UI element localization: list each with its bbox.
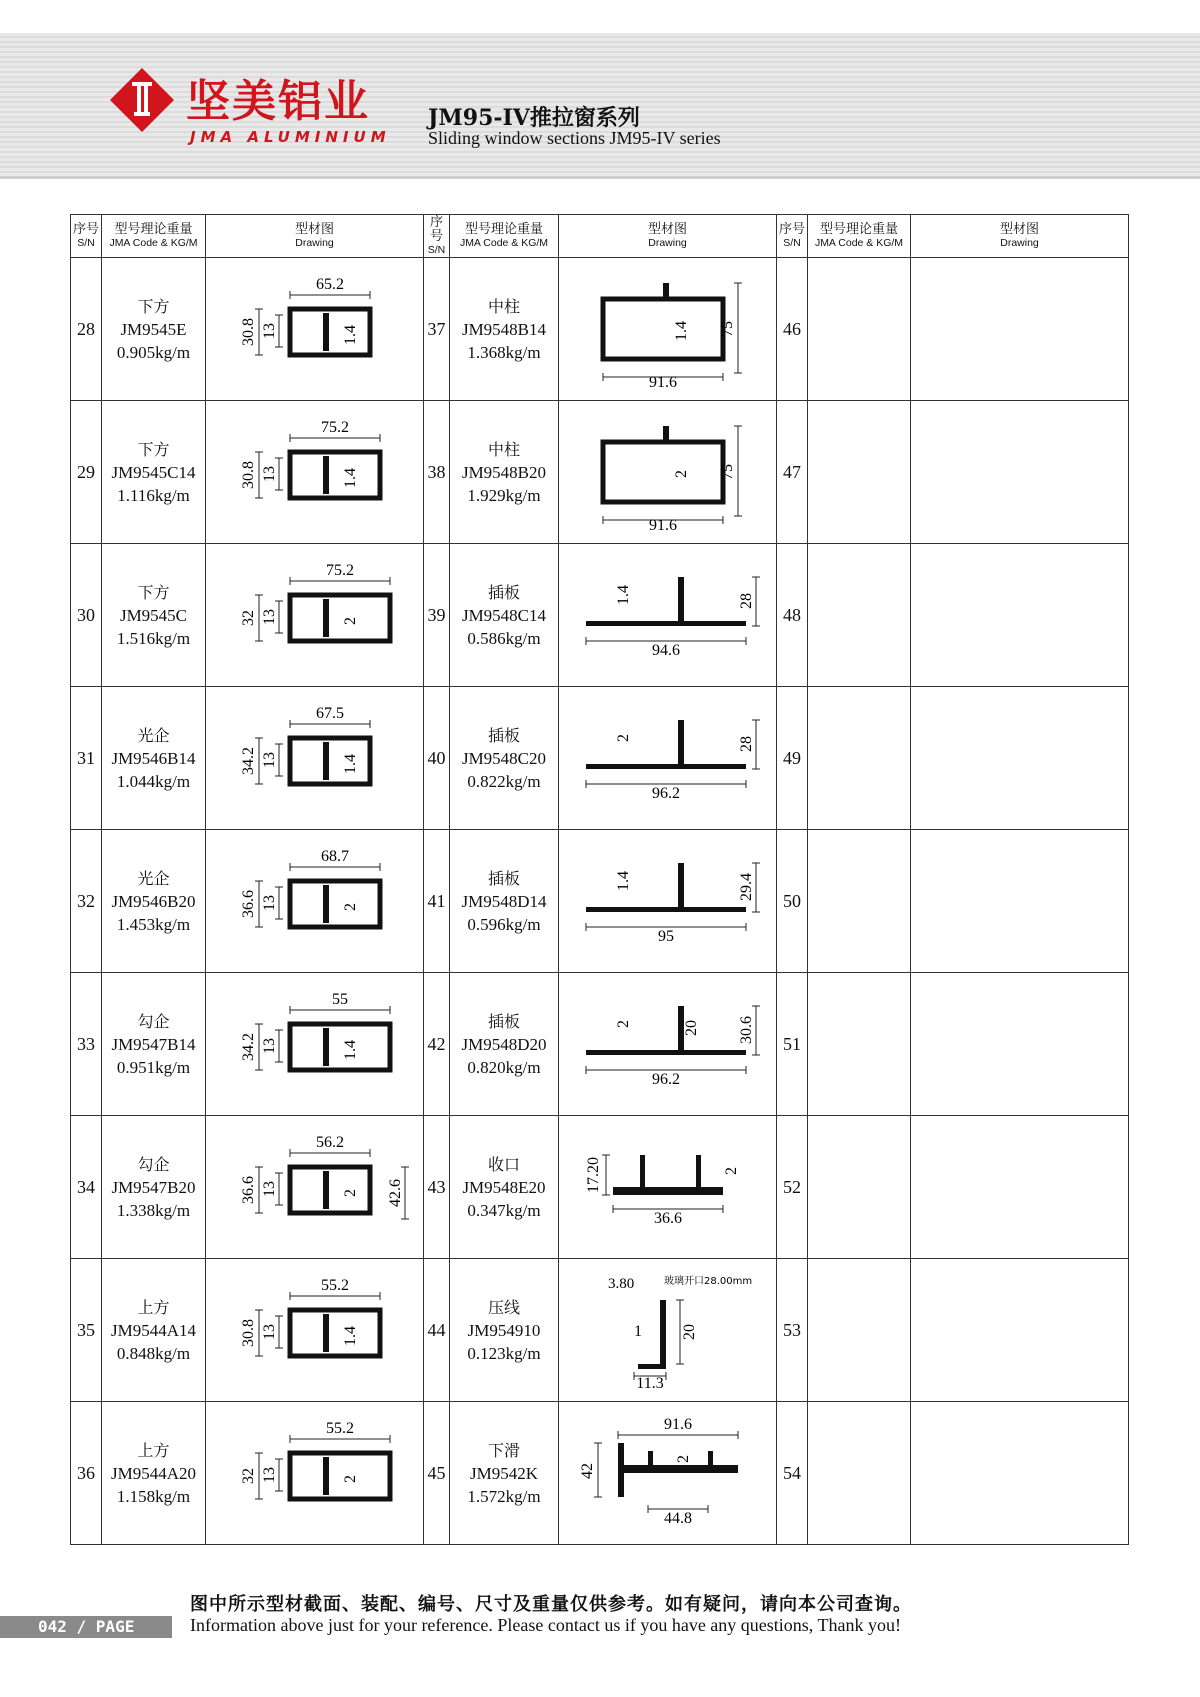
dim-inner: 13: [260, 1181, 278, 1197]
dim-thickness: 1.4: [341, 1326, 359, 1346]
profile-drawing: [215, 1127, 415, 1247]
profile-weight: 0.596kg/m: [467, 914, 541, 934]
profile-drawing: [568, 984, 768, 1104]
dim-thickness: 2: [672, 470, 690, 478]
profile-weight: 0.347kg/m: [467, 1200, 541, 1220]
profile-weight: 0.951kg/m: [116, 1057, 191, 1077]
profile-name: 中柱: [487, 439, 520, 459]
profile-weight: 1.572kg/m: [467, 1486, 541, 1506]
profile-info: [450, 258, 559, 401]
table-row: [71, 1259, 1129, 1402]
serial-number: 30: [71, 544, 102, 687]
profile-code: JM9547B14: [111, 1034, 196, 1054]
drawing-cell-empty: [911, 1259, 1129, 1402]
dim-thickness: 1.4: [614, 871, 632, 891]
dim-inner: 13: [260, 752, 278, 768]
dim-height: 32: [239, 610, 257, 626]
profile-info: [450, 1116, 559, 1259]
serial-number: 50: [777, 830, 808, 973]
dim-width: 67.5: [315, 705, 344, 722]
profile-code: JM9546B20: [111, 891, 196, 911]
profile-code: JM9544A20: [110, 1463, 196, 1483]
header-drawing: 型材图 Drawing: [206, 215, 424, 258]
profile-drawing: [568, 1413, 768, 1533]
dim-width: 68.7: [320, 848, 349, 865]
serial-number: 49: [777, 687, 808, 830]
drawing-cell: [206, 973, 424, 1116]
dim-thickness: 2: [341, 903, 359, 911]
series-title-en: Sliding window sections JM95-IV series: [428, 128, 721, 148]
profile-info: [450, 1402, 559, 1545]
profile-weight: 1.044kg/m: [116, 771, 191, 791]
profile-name: 压线: [487, 1297, 520, 1317]
profile-info: [102, 1402, 206, 1545]
drawing-cell: [559, 1259, 777, 1402]
profile-info: [450, 401, 559, 544]
serial-number: 37: [424, 258, 450, 401]
dim-inner: 13: [260, 323, 278, 339]
table-row: [71, 687, 1129, 830]
serial-number: 36: [71, 1402, 102, 1545]
dim-width: 91.6: [663, 1416, 692, 1433]
serial-number: 34: [71, 1116, 102, 1259]
dim-width: 55.2: [325, 1420, 354, 1437]
profile-weight: 1.516kg/m: [116, 628, 191, 648]
dim-width-2: 44.8: [663, 1510, 692, 1527]
serial-number: 46: [777, 258, 808, 401]
dim-width: 91.6: [648, 517, 677, 532]
profile-drawing: [215, 555, 415, 675]
serial-number: 54: [777, 1402, 808, 1545]
profile-weight: 0.586kg/m: [467, 628, 541, 648]
profile-drawing: [215, 1413, 415, 1533]
profile-info-empty: [808, 1116, 911, 1259]
profile-info-empty: [808, 973, 911, 1116]
drawing-cell-empty: [911, 258, 1129, 401]
dim-thickness: 1.4: [341, 754, 359, 774]
serial-number: 39: [424, 544, 450, 687]
table-row: [71, 1402, 1129, 1545]
profile-info: [450, 973, 559, 1116]
profile-code: JM9542K: [469, 1463, 538, 1483]
dim-height: 30.6: [737, 1016, 755, 1044]
dim-inner: 13: [260, 609, 278, 625]
profile-name: 下滑: [487, 1440, 520, 1460]
profile-code: JM9548C14: [461, 605, 547, 625]
dim-height: 20: [680, 1324, 698, 1340]
dim-height: 30.8: [239, 1319, 257, 1347]
dim-width: 94.6: [651, 642, 680, 659]
profile-name: 插板: [487, 868, 520, 888]
drawing-cell: [559, 544, 777, 687]
dim-width: 55.2: [320, 1277, 349, 1294]
profile-weight: 1.338kg/m: [116, 1200, 191, 1220]
dim-height: 17.20: [584, 1157, 602, 1193]
drawing-cell: [559, 973, 777, 1116]
dim-height: 28: [737, 593, 755, 609]
drawing-cell: [206, 687, 424, 830]
drawing-cell: [559, 687, 777, 830]
dim-inner: 13: [260, 1324, 278, 1340]
profile-info-empty: [808, 544, 911, 687]
profile-code: JM9546B14: [111, 748, 196, 768]
table-row: [71, 830, 1129, 973]
table-row: [71, 544, 1129, 687]
dim-inner: 13: [260, 466, 278, 482]
profile-drawing: [215, 841, 415, 961]
profile-weight: 1.929kg/m: [467, 485, 541, 505]
header-sn: 序号 S/N: [777, 215, 808, 258]
drawing-cell-empty: [911, 830, 1129, 973]
dim-thickness: 1.4: [672, 321, 690, 341]
profile-info-empty: [808, 401, 911, 544]
table-row: [71, 1116, 1129, 1259]
footer-note-en: Information above just for your reference. Please contact us if you have any questions, Thank you!: [190, 1615, 901, 1635]
header-drawing: 型材图 Drawing: [559, 215, 777, 258]
profile-weight: 0.848kg/m: [116, 1343, 191, 1363]
profile-info-empty: [808, 687, 911, 830]
profile-weight: 1.368kg/m: [467, 342, 541, 362]
profile-code: JM9548B14: [461, 319, 547, 339]
dim-thickness: 1.4: [341, 468, 359, 488]
drawing-cell: [559, 401, 777, 544]
dim-thickness: 2: [614, 734, 632, 742]
table-header-row: [71, 215, 1129, 258]
dim-inner: 13: [260, 1467, 278, 1483]
profile-weight: 1.158kg/m: [116, 1486, 191, 1506]
profile-weight: 0.820kg/m: [467, 1057, 541, 1077]
drawing-cell-empty: [911, 1402, 1129, 1545]
profile-name: 勾企: [137, 1011, 170, 1031]
dim-inner: 13: [260, 895, 278, 911]
drawing-cell-empty: [911, 544, 1129, 687]
profile-info: [102, 401, 206, 544]
dim-width: 95: [657, 928, 674, 945]
profile-drawing: [568, 555, 768, 675]
profile-table: [70, 214, 1129, 1545]
profile-name: 下方: [137, 439, 170, 459]
drawing-cell-empty: [911, 973, 1129, 1116]
profile-info-empty: [808, 1259, 911, 1402]
dim-thickness: 1.4: [341, 1040, 359, 1060]
profile-drawing: [568, 698, 768, 818]
serial-number: 43: [424, 1116, 450, 1259]
profile-code: JM9545E: [120, 319, 187, 339]
profile-code: JM9545C: [119, 605, 188, 625]
profile-name: 下方: [137, 582, 170, 602]
serial-number: 41: [424, 830, 450, 973]
dim-height: 42: [578, 1463, 596, 1479]
profile-info: [102, 258, 206, 401]
profile-drawing: [568, 412, 768, 532]
serial-number: 42: [424, 973, 450, 1116]
serial-number: 31: [71, 687, 102, 830]
dim-height: 34.2: [239, 747, 257, 775]
serial-number: 48: [777, 544, 808, 687]
brand-name-en: JMA ALUMINIUM: [190, 128, 391, 146]
drawing-cell: [206, 401, 424, 544]
drawing-cell-empty: [911, 1116, 1129, 1259]
dim-height: 30.8: [239, 461, 257, 489]
header-sn: 序号 S/N: [424, 215, 450, 258]
brand-name-cn: 坚美铝业: [186, 76, 370, 127]
dim-height: 32: [239, 1468, 257, 1484]
serial-number: 40: [424, 687, 450, 830]
header-code: 型号理论重量 JMA Code & KG/M: [102, 215, 206, 258]
profile-drawing: [215, 412, 415, 532]
dim-thickness: 2: [341, 1475, 359, 1483]
profile-weight: 1.116kg/m: [117, 485, 190, 505]
drawing-cell: [206, 1402, 424, 1545]
profile-code: JM9548B20: [461, 462, 547, 482]
glass-opening-note: 玻璃开口28.00mm: [663, 1276, 752, 1287]
dim-width: 75.2: [325, 562, 354, 579]
profile-name: 插板: [487, 725, 520, 745]
dim-thickness: 2: [722, 1167, 740, 1175]
dim-inner: 13: [260, 1038, 278, 1054]
dim-height: 34.2: [239, 1033, 257, 1061]
profile-info-empty: [808, 1402, 911, 1545]
profile-info: [450, 830, 559, 973]
profile-drawing: [215, 1270, 415, 1390]
profile-drawing: [568, 269, 768, 389]
dim-width: 75.2: [320, 419, 349, 436]
drawing-cell: [559, 1402, 777, 1545]
dim-height: 28: [737, 736, 755, 752]
profile-weight: 0.905kg/m: [116, 342, 191, 362]
profile-code: JM9545C14: [111, 462, 196, 482]
profile-drawing: [215, 269, 415, 389]
profile-drawing: [215, 984, 415, 1104]
profile-weight: 1.453kg/m: [116, 914, 191, 934]
drawing-cell: [206, 830, 424, 973]
profile-info: [102, 1259, 206, 1402]
drawing-cell: [559, 830, 777, 973]
header-drawing: 型材图 Drawing: [911, 215, 1129, 258]
profile-code: JM9548D14: [461, 891, 547, 911]
profile-name: 中柱: [487, 296, 520, 316]
dim-width: 11.3: [635, 1375, 664, 1390]
page-number: 042 / PAGE: [38, 1617, 135, 1636]
dim-height: 30.8: [239, 318, 257, 346]
dim-height: 29.4: [737, 873, 755, 901]
footer-note-cn: 图中所示型材截面、装配、编号、尺寸及重量仅供参考。如有疑问，请向本公司查询。: [190, 1594, 912, 1615]
serial-number: 47: [777, 401, 808, 544]
dim-width: 56.2: [315, 1134, 344, 1151]
profile-code: JM9547B20: [111, 1177, 196, 1197]
brand-logo-icon: [108, 66, 176, 134]
drawing-cell: [206, 258, 424, 401]
profile-info: [450, 1259, 559, 1402]
dim-thickness: 2: [674, 1455, 692, 1463]
dim-width: 96.2: [651, 1071, 680, 1088]
serial-number: 33: [71, 973, 102, 1116]
profile-info-empty: [808, 830, 911, 973]
drawing-cell-empty: [911, 401, 1129, 544]
dim-width: 36.6: [653, 1210, 682, 1227]
profile-code: JM9544A14: [110, 1320, 196, 1340]
profile-info: [450, 687, 559, 830]
table-row: [71, 401, 1129, 544]
dim-inner: 20: [682, 1020, 700, 1036]
dim-thickness: 1: [633, 1323, 642, 1340]
drawing-cell: [206, 1259, 424, 1402]
dim-thickness: 1.4: [341, 325, 359, 345]
drawing-cell: [559, 1116, 777, 1259]
drawing-cell: [206, 544, 424, 687]
profile-name: 收口: [487, 1154, 520, 1174]
serial-number: 28: [71, 258, 102, 401]
header-code: 型号理论重量 JMA Code & KG/M: [450, 215, 559, 258]
profile-drawing: [215, 698, 415, 818]
profile-info: [102, 973, 206, 1116]
profile-info: [102, 1116, 206, 1259]
header-band-edge: [0, 176, 1200, 179]
table-row: [71, 973, 1129, 1116]
dim-height: 75: [718, 321, 736, 337]
dim-width: 55: [331, 991, 348, 1008]
profile-code: JM9548E20: [462, 1177, 546, 1197]
drawing-cell: [559, 258, 777, 401]
profile-name: 插板: [487, 1011, 520, 1031]
serial-number: 53: [777, 1259, 808, 1402]
header-sn: 序号 S/N: [71, 215, 102, 258]
profile-name: 光企: [137, 725, 170, 745]
profile-name: 下方: [137, 296, 170, 316]
profile-name: 光企: [137, 868, 170, 888]
dim-thickness: 2: [614, 1020, 632, 1028]
serial-number: 52: [777, 1116, 808, 1259]
profile-code: JM9548C20: [461, 748, 547, 768]
profile-weight: 0.822kg/m: [467, 771, 541, 791]
dim-height-2: 42.6: [386, 1179, 404, 1207]
table-row: [71, 258, 1129, 401]
profile-drawing: [568, 1270, 768, 1390]
dim-thickness: 2: [341, 617, 359, 625]
profile-name: 勾企: [137, 1154, 170, 1174]
profile-name: 插板: [487, 582, 520, 602]
dim-width: 91.6: [648, 374, 677, 389]
profile-name: 上方: [137, 1297, 170, 1317]
profile-info: [102, 830, 206, 973]
dim-thickness: 2: [341, 1189, 359, 1197]
profile-weight: 0.123kg/m: [467, 1343, 541, 1363]
profile-info: [102, 687, 206, 830]
dim-width: 96.2: [651, 785, 680, 802]
profile-code: JM954910: [467, 1320, 541, 1340]
serial-number: 35: [71, 1259, 102, 1402]
profile-drawing: [568, 841, 768, 961]
drawing-cell: [206, 1116, 424, 1259]
profile-name: 上方: [137, 1440, 170, 1460]
dim-thickness: 1.4: [614, 585, 632, 605]
dim-height: 36.6: [239, 1176, 257, 1204]
serial-number: 32: [71, 830, 102, 973]
dim-top: 3.80: [607, 1276, 634, 1292]
profile-drawing: [568, 1127, 768, 1247]
serial-number: 29: [71, 401, 102, 544]
serial-number: 51: [777, 973, 808, 1116]
serial-number: 38: [424, 401, 450, 544]
drawing-cell-empty: [911, 687, 1129, 830]
profile-info: [102, 544, 206, 687]
serial-number: 45: [424, 1402, 450, 1545]
serial-number: 44: [424, 1259, 450, 1402]
profile-info: [450, 544, 559, 687]
dim-height: 36.6: [239, 890, 257, 918]
dim-height: 75: [718, 464, 736, 480]
profile-info-empty: [808, 258, 911, 401]
dim-width: 65.2: [315, 276, 344, 293]
header-code: 型号理论重量 JMA Code & KG/M: [808, 215, 911, 258]
series-title-cn: JM95-IV推拉窗系列: [428, 105, 640, 131]
profile-code: JM9548D20: [461, 1034, 547, 1054]
